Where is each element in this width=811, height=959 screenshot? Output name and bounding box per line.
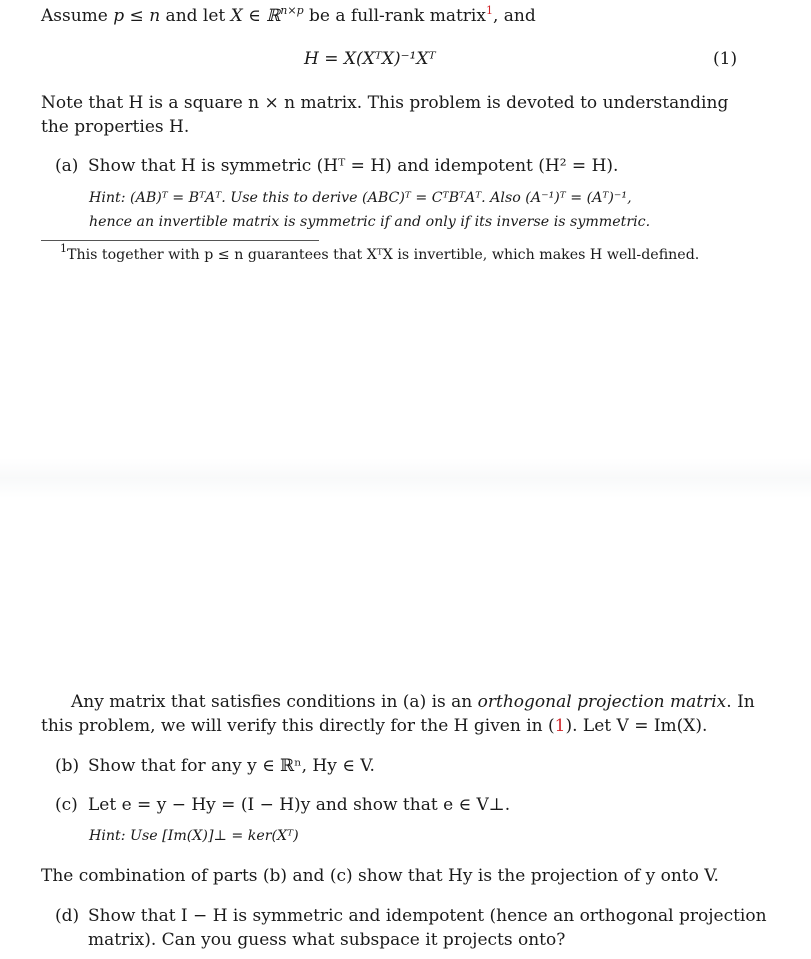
part-d-text-1: Show that I − H is symmetric and idempotent (hence an orthogonal projection (88, 906, 767, 926)
note-line-2: the properties H. (41, 117, 190, 137)
intro-text-3: be a full-rank matrix (303, 6, 486, 26)
equation-ref-link[interactable]: 1 (554, 716, 566, 736)
para2-text-4: ). Let V = Im(X). (565, 716, 708, 736)
combination-text: The combination of parts (b) and (c) show that Hy is the projection of y onto V. (41, 866, 719, 886)
para2-text-1: Any matrix that satisfies conditions in (a) is an (71, 692, 478, 712)
intro-math-p-leq-n: p ≤ n (113, 6, 161, 26)
intro-math-x-in-r: X ∈ ℝ (230, 6, 281, 26)
para2-line-1 (71, 690, 755, 714)
footnote-mark: 1 (60, 242, 67, 255)
part-d-label: (d) (55, 906, 80, 926)
para2-text-2: . In (726, 692, 755, 712)
para2-text-3: this problem, we will verify this directly for the H given in ( (41, 716, 555, 736)
part-c-label: (c) (55, 795, 78, 815)
intro-text-1: Assume (41, 6, 114, 26)
part-a (55, 154, 618, 178)
part-c-hint: Hint: Use [Im(X)]⊥ = ker(Xᵀ) (89, 828, 299, 844)
footnote (60, 242, 700, 265)
intro-text-4: , and (492, 6, 536, 26)
page-break-divider (0, 458, 811, 498)
part-a-text: Show that H is symmetric (Hᵀ = H) and idempotent (H² = H). (88, 156, 619, 176)
part-b (55, 754, 375, 778)
footnote-rule (41, 240, 319, 241)
part-b-text: Show that for any y ∈ ℝⁿ, Hy ∈ V. (88, 756, 375, 776)
intro-text-2: and let (160, 6, 231, 26)
note-line-1: Note that H is a square n × n matrix. This problem is devoted to understanding (41, 93, 729, 113)
footnote-ref[interactable]: 1 (485, 4, 493, 17)
part-d (55, 904, 767, 928)
para2-emphasis: orthogonal projection matrix (477, 692, 727, 712)
part-a-label: (a) (55, 156, 79, 176)
footnote-text: This together with p ≤ n guarantees that XᵀX is invertible, which makes H well-defined. (67, 247, 700, 263)
equation-number: (1) (713, 49, 738, 69)
intro-math-np-superscript: n×p (280, 4, 304, 17)
equation-1: H = X(XᵀX)⁻¹Xᵀ (304, 49, 436, 69)
para2-line-2 (41, 714, 707, 738)
part-c (55, 793, 510, 817)
intro-line (41, 4, 536, 28)
part-c-text: Let e = y − Hy = (I − H)y and show that e ∈ V⊥. (88, 795, 511, 815)
part-d-text-2: matrix). Can you guess what subspace it projects onto? (88, 930, 566, 950)
part-a-hint-line-2: hence an invertible matrix is symmetric if and only if its inverse is symmetric. (89, 214, 651, 230)
part-a-hint-line-1: Hint: (AB)ᵀ = BᵀAᵀ. Use this to derive (ABC)ᵀ = CᵀBᵀAᵀ. Also (A⁻¹)ᵀ = (Aᵀ)⁻¹, (89, 190, 632, 206)
part-b-label: (b) (55, 756, 80, 776)
